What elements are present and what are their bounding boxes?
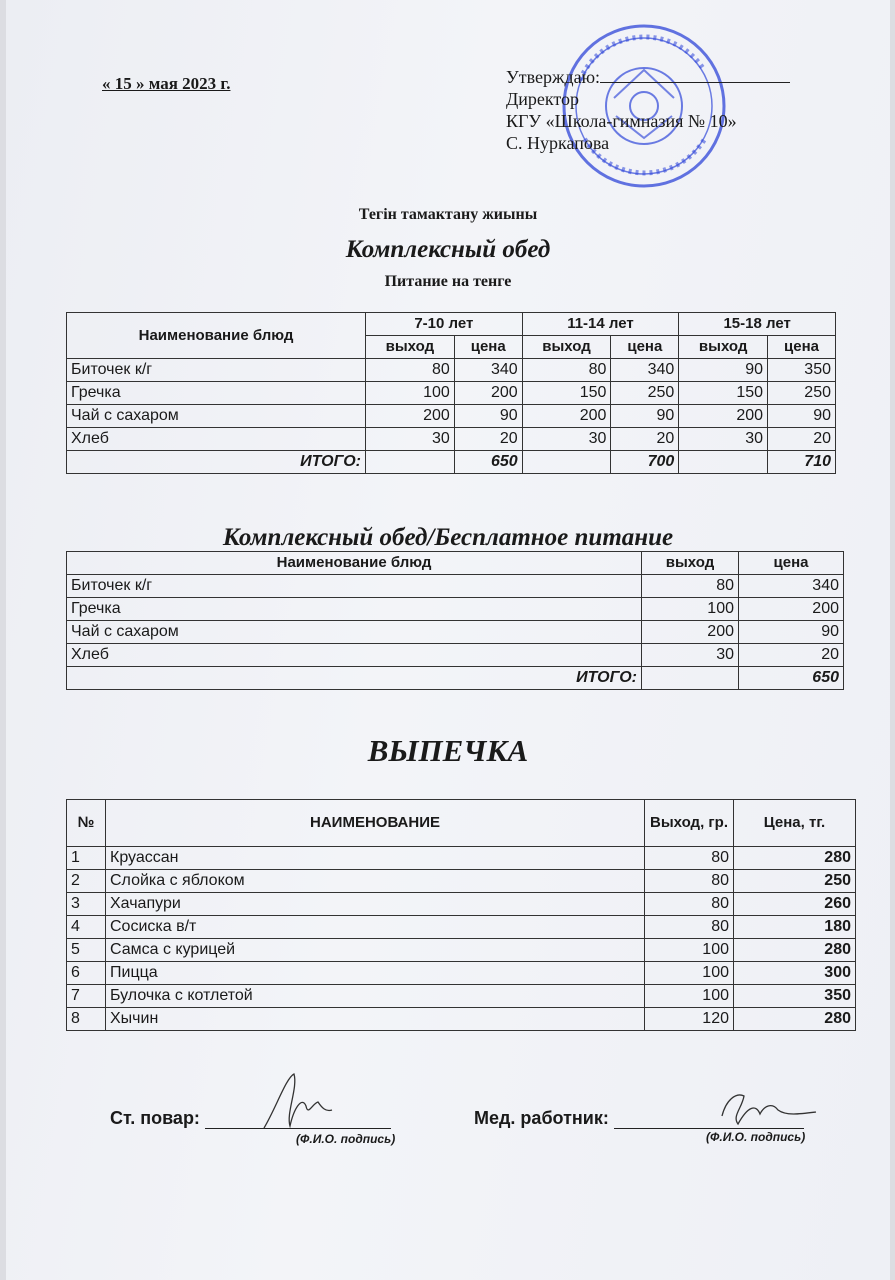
document-date: « 15 » мая 2023 г. <box>102 74 231 93</box>
table-header-output: выход <box>679 336 768 359</box>
table-row <box>67 939 856 962</box>
bakery-table <box>66 799 856 1031</box>
cell-value: 100 <box>366 382 455 405</box>
table-row <box>67 382 836 405</box>
row-number: 6 <box>67 962 106 985</box>
cell-output: 100 <box>645 939 734 962</box>
cook-signature <box>256 1068 336 1138</box>
table-row <box>67 985 856 1008</box>
title-kazakh: Тегін тамактану жиыны <box>358 206 538 223</box>
row-number: 3 <box>67 893 106 916</box>
item-name: Хачапури <box>106 893 645 916</box>
table-row <box>67 916 856 939</box>
item-name: Сосиска в/т <box>106 916 645 939</box>
table-row <box>67 870 856 893</box>
dish-name: Биточек к/г <box>67 575 642 598</box>
cell-value: 20 <box>454 428 522 451</box>
table-row <box>67 962 856 985</box>
cell-value: 150 <box>522 382 611 405</box>
cell-output: 30 <box>642 644 739 667</box>
cell-price: 180 <box>734 916 856 939</box>
item-name: Пицца <box>106 962 645 985</box>
dish-name: Гречка <box>67 598 642 621</box>
cell-value: 340 <box>611 359 679 382</box>
table-header-price: Цена, тг. <box>734 800 856 847</box>
total-value: 710 <box>768 451 836 474</box>
item-name: Булочка с котлетой <box>106 985 645 1008</box>
cell-price: 340 <box>739 575 844 598</box>
dish-name: Чай с сахаром <box>67 405 366 428</box>
complex-lunch-table <box>66 312 836 474</box>
table-header-price: цена <box>768 336 836 359</box>
row-number: 4 <box>67 916 106 939</box>
total-label: ИТОГО: <box>67 667 642 690</box>
cell-value: 30 <box>366 428 455 451</box>
cook-label: Ст. повар: <box>110 1108 200 1128</box>
table-row <box>67 598 844 621</box>
total-row <box>67 451 836 474</box>
dish-name: Хлеб <box>67 644 642 667</box>
cell-value: 150 <box>679 382 768 405</box>
cell-value: 80 <box>366 359 455 382</box>
cell-output: 100 <box>645 985 734 1008</box>
cell-price: 300 <box>734 962 856 985</box>
cell-value: 30 <box>522 428 611 451</box>
cell-value: 200 <box>366 405 455 428</box>
total-value: 650 <box>739 667 844 690</box>
cell-output: 80 <box>642 575 739 598</box>
med-label: Мед. работник: <box>474 1108 609 1128</box>
approve-label: Утверждаю: <box>506 67 601 87</box>
table-row <box>67 847 856 870</box>
cell-value: 30 <box>679 428 768 451</box>
approve-person: С. Нуркапова <box>506 133 610 153</box>
dish-name: Хлеб <box>67 428 366 451</box>
table-row <box>67 621 844 644</box>
table-header-output: Выход, гр. <box>645 800 734 847</box>
cell-value: 20 <box>611 428 679 451</box>
table-header-price: цена <box>611 336 679 359</box>
cell-output: 80 <box>645 870 734 893</box>
cell-price: 280 <box>734 939 856 962</box>
med-signature <box>712 1086 822 1132</box>
item-name: Хычин <box>106 1008 645 1031</box>
table-row <box>67 893 856 916</box>
table-row <box>67 359 836 382</box>
cell-output: 200 <box>642 621 739 644</box>
table-header-age: 15-18 лет <box>679 313 836 336</box>
table-header-age: 7-10 лет <box>366 313 523 336</box>
cell-value: 350 <box>768 359 836 382</box>
cell-value: 90 <box>768 405 836 428</box>
cell-value: 200 <box>679 405 768 428</box>
cell-value: 200 <box>522 405 611 428</box>
table-row <box>67 1008 856 1031</box>
item-name: Слойка с яблоком <box>106 870 645 893</box>
row-number: 8 <box>67 1008 106 1031</box>
cell-price: 350 <box>734 985 856 1008</box>
cell-price: 20 <box>739 644 844 667</box>
table-header-number: № <box>67 800 106 847</box>
cell-output: 100 <box>645 962 734 985</box>
row-number: 7 <box>67 985 106 1008</box>
cell-price: 280 <box>734 1008 856 1031</box>
row-number: 1 <box>67 847 106 870</box>
total-row <box>67 667 844 690</box>
cell-price: 280 <box>734 847 856 870</box>
subtitle-meal: Питание на тенге <box>384 273 512 290</box>
dish-name: Чай с сахаром <box>67 621 642 644</box>
item-name: Самса с курицей <box>106 939 645 962</box>
table-header-price: цена <box>454 336 522 359</box>
table-row <box>67 575 844 598</box>
item-name: Круассан <box>106 847 645 870</box>
cell-value: 90 <box>454 405 522 428</box>
table-header-price: цена <box>739 552 844 575</box>
document-page <box>6 0 890 1280</box>
cell-value: 340 <box>454 359 522 382</box>
total-label: ИТОГО: <box>67 451 366 474</box>
table-row <box>67 405 836 428</box>
med-caption: (Ф.И.О. подпись) <box>706 1130 806 1144</box>
table-row <box>67 644 844 667</box>
table-header-age: 11-14 лет <box>522 313 679 336</box>
cell-value: 20 <box>768 428 836 451</box>
cell-value: 90 <box>611 405 679 428</box>
table-header-output: выход <box>366 336 455 359</box>
cook-caption: (Ф.И.О. подпись) <box>296 1132 396 1146</box>
cook-signature-block <box>110 1108 396 1146</box>
row-number: 2 <box>67 870 106 893</box>
table-header-output: выход <box>642 552 739 575</box>
cell-price: 260 <box>734 893 856 916</box>
cell-output: 80 <box>645 893 734 916</box>
approve-position: Директор <box>506 89 580 109</box>
cell-output: 80 <box>645 847 734 870</box>
total-value: 700 <box>611 451 679 474</box>
table-header-output: выход <box>522 336 611 359</box>
table-row <box>67 428 836 451</box>
approval-block <box>506 66 790 154</box>
section-title-bakery: ВЫПЕЧКА <box>367 733 529 768</box>
cell-value: 90 <box>679 359 768 382</box>
cell-value: 250 <box>768 382 836 405</box>
dish-name: Биточек к/г <box>67 359 366 382</box>
table-header-dish: Наименование блюд <box>67 313 366 359</box>
approve-organization: КГУ «Школа-гимназия № 10» <box>506 111 737 131</box>
section-title-free-meal: Комплексный обед/Бесплатное питание <box>222 524 674 551</box>
cell-output: 120 <box>645 1008 734 1031</box>
cell-value: 250 <box>611 382 679 405</box>
cell-value: 80 <box>522 359 611 382</box>
cell-output: 100 <box>642 598 739 621</box>
free-meal-table <box>66 551 844 690</box>
row-number: 5 <box>67 939 106 962</box>
table-header-dish: Наименование блюд <box>67 552 642 575</box>
cell-value: 200 <box>454 382 522 405</box>
section-title-complex-lunch: Комплексный обед <box>345 236 551 263</box>
dish-name: Гречка <box>67 382 366 405</box>
cell-price: 90 <box>739 621 844 644</box>
cell-price: 250 <box>734 870 856 893</box>
total-value: 650 <box>454 451 522 474</box>
cell-price: 200 <box>739 598 844 621</box>
cell-output: 80 <box>645 916 734 939</box>
table-header-name: НАИМЕНОВАНИЕ <box>106 800 645 847</box>
